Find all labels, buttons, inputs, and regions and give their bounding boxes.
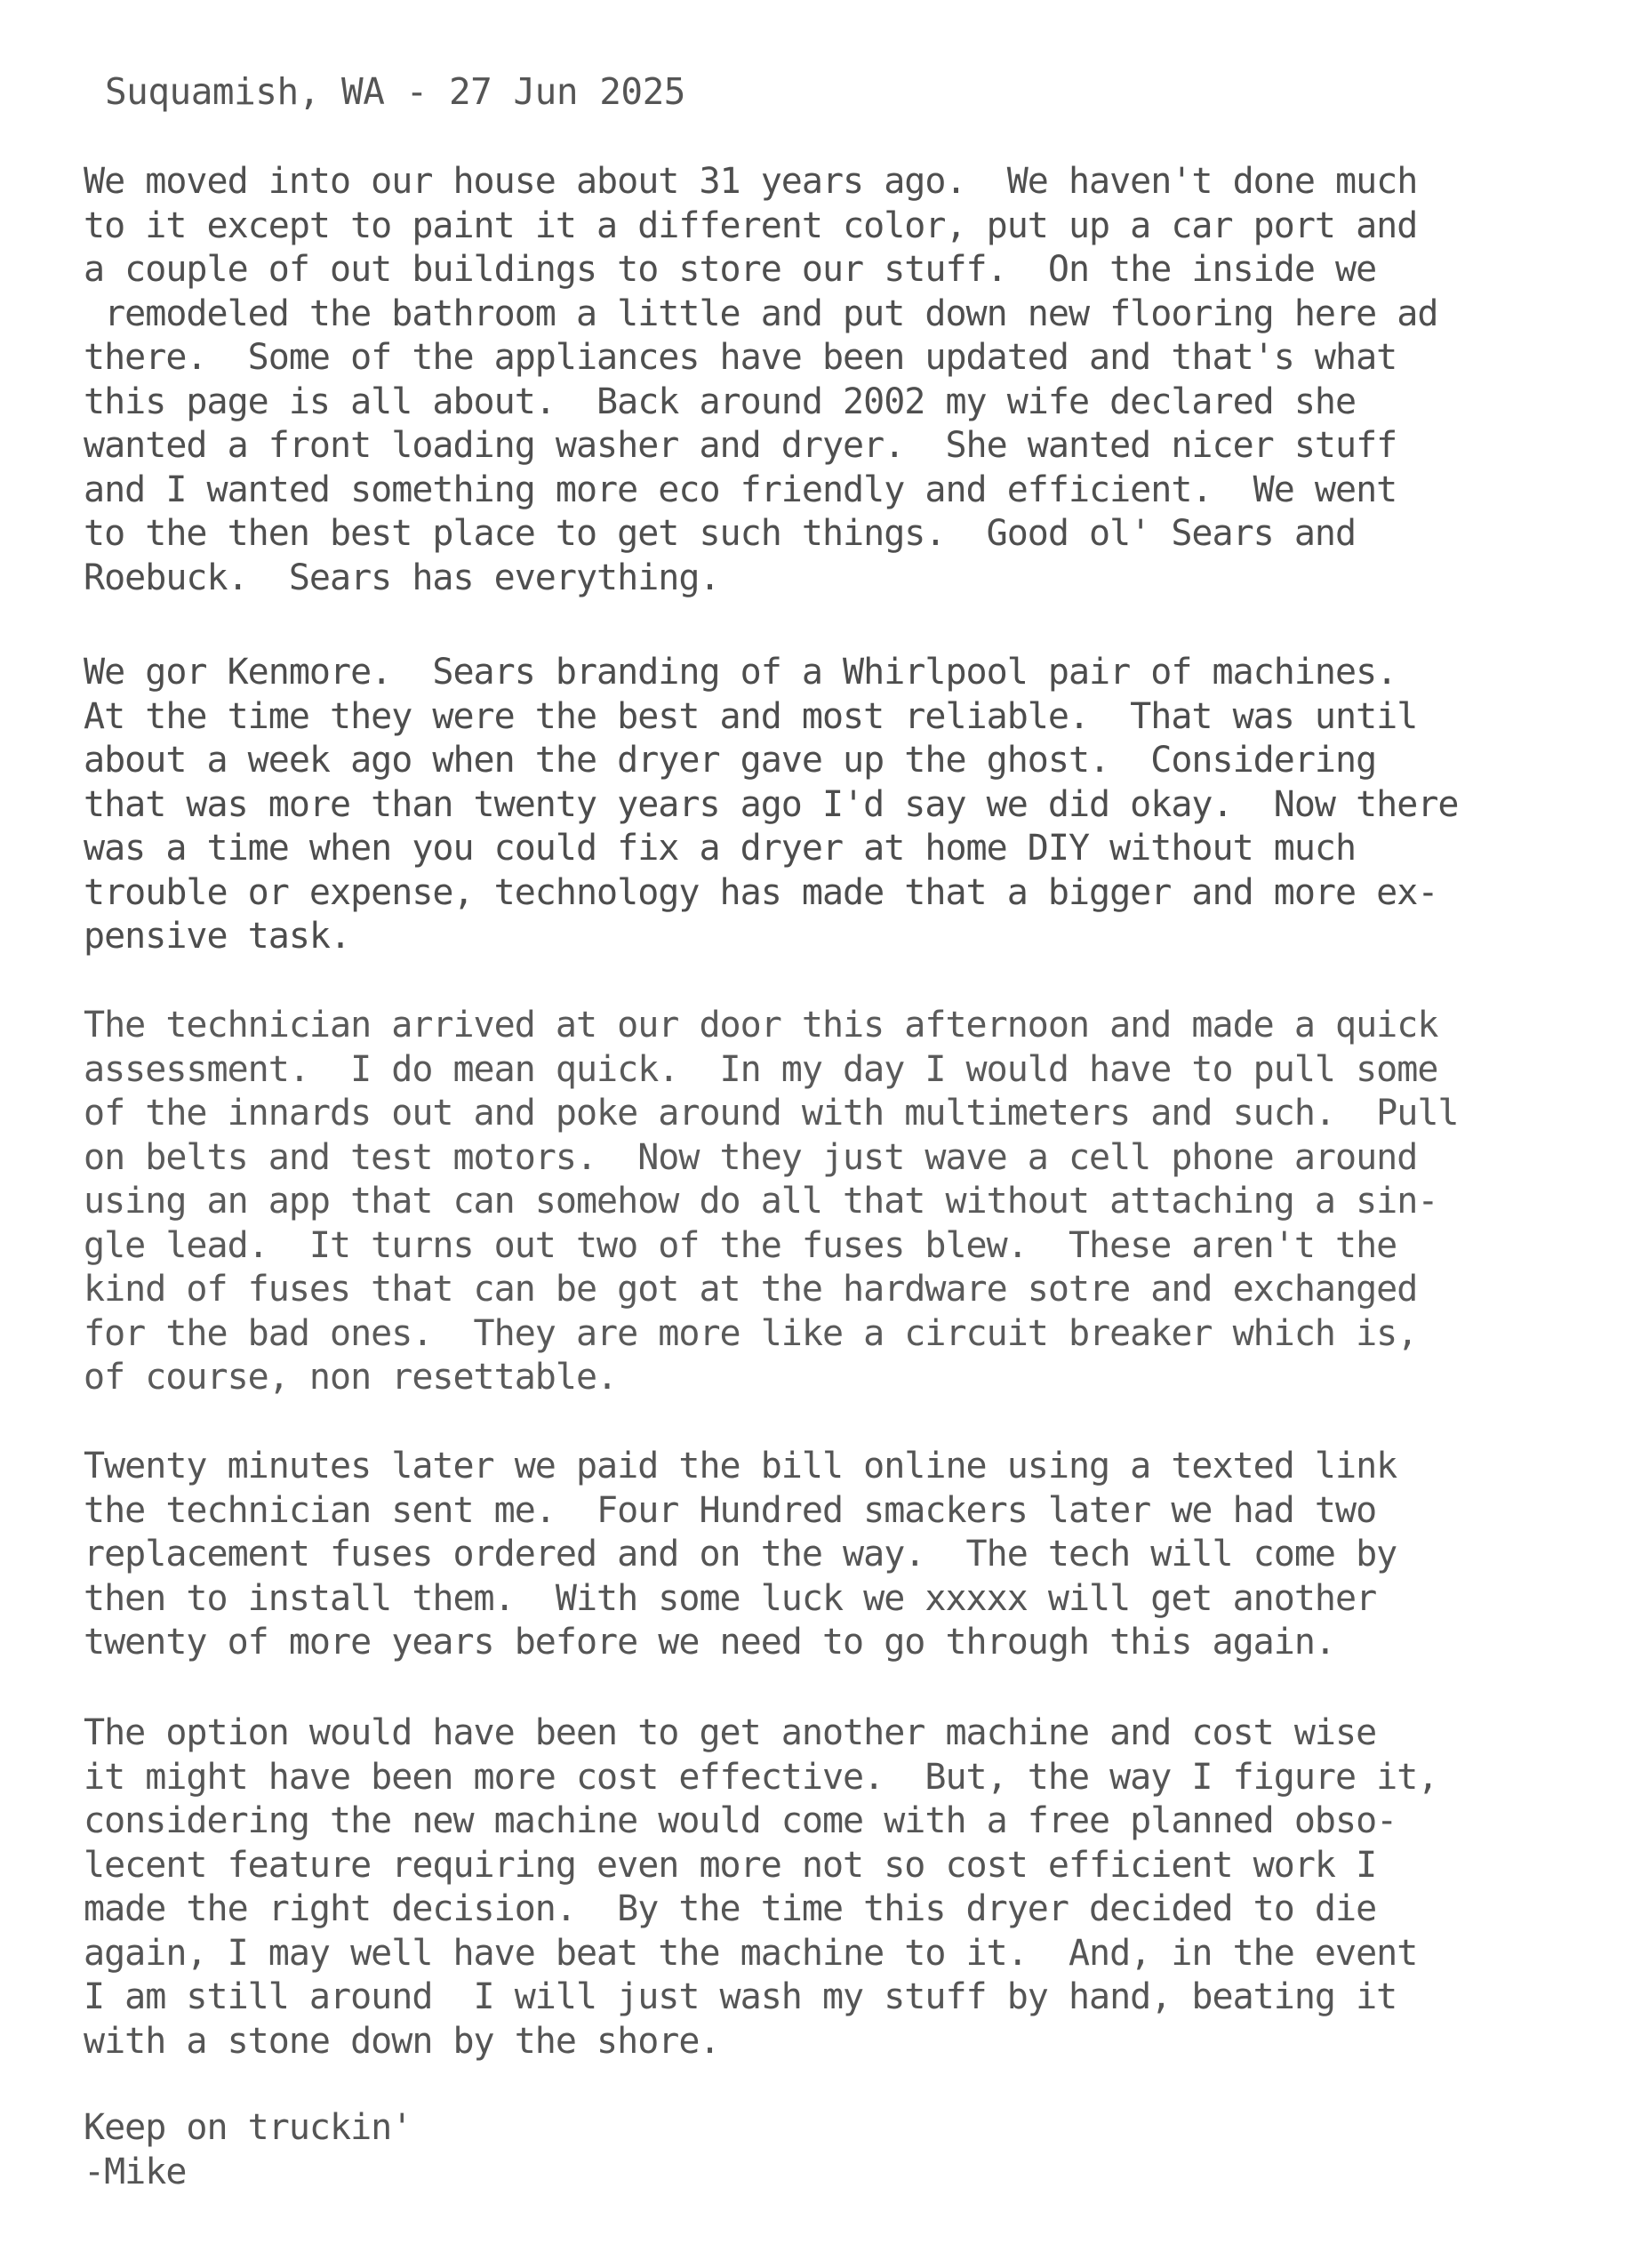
paragraph-3 <box>84 1004 1459 1400</box>
text-line: gle lead. It turns out two of the fuses blew. These aren't the <box>84 1224 1397 1266</box>
text-line: was a time when you could fix a dryer at home DIY without much <box>84 828 1357 869</box>
text-line: for the bad ones. They are more like a circuit breaker which is, <box>84 1312 1418 1354</box>
signoff <box>84 2106 412 2194</box>
paragraph-2 <box>84 651 1459 959</box>
text-line: the technician sent me. Four Hundred smackers later we had two <box>84 1489 1377 1531</box>
text-line: on belts and test motors. Now they just wave a cell phone around <box>84 1136 1418 1178</box>
text-line: Twenty minutes later we paid the bill online using a texted link <box>84 1446 1397 1487</box>
text-line: about a week ago when the dryer gave up the ghost. Considering <box>84 740 1377 781</box>
text-line: The option would have been to get another machine and cost wise <box>84 1712 1377 1753</box>
text-line: We moved into our house about 31 years ago. We haven't done much <box>84 161 1418 202</box>
text-line: replacement fuses ordered and on the way. The tech will come by <box>84 1534 1397 1575</box>
text-line: there. Some of the appliances have been updated and that's what <box>84 337 1397 378</box>
text-line: then to install them. With some luck we xxxxx will get another <box>84 1577 1377 1619</box>
text-line: to it except to paint it a different color, put up a car port and <box>84 204 1418 246</box>
text-line: of course, non resettable. <box>84 1357 618 1398</box>
text-line: it might have been more cost effective. But, the way I figure it, <box>84 1756 1438 1798</box>
paragraph-1 <box>84 160 1437 600</box>
text-line: assessment. I do mean quick. In my day I would have to pull some <box>84 1048 1438 1090</box>
paragraph-4 <box>84 1445 1397 1665</box>
closing-line: Keep on truckin' <box>84 2107 412 2148</box>
text-line: Roebuck. Sears has everything. <box>84 557 720 598</box>
text-line: trouble or expense, technology has made that a bigger and more ex- <box>84 871 1438 913</box>
text-line: kind of fuses that can be got at the hardware sotre and exchanged <box>84 1269 1418 1310</box>
dateline: Suquamish, WA - 27 Jun 2025 <box>105 70 685 113</box>
text-line: a couple of out buildings to store our stuff. On the inside we <box>84 249 1377 290</box>
text-line: wanted a front loading washer and dryer. She wanted nicer stuff <box>84 425 1397 466</box>
text-line: with a stone down by the shore. <box>84 2020 720 2062</box>
text-line: We gor Kenmore. Sears branding of a Whirlpool pair of machines. <box>84 652 1397 693</box>
text-line: pensive task. <box>84 916 351 957</box>
signature: -Mike <box>84 2151 187 2192</box>
text-line: that was more than twenty years ago I'd say we did okay. Now there <box>84 783 1459 825</box>
paragraph-5 <box>84 1711 1437 2064</box>
text-line: and I wanted something more eco friendly and efficient. We went <box>84 469 1397 510</box>
text-line: again, I may well have beat the machine to it. And, in the event <box>84 1932 1418 1974</box>
text-line: considering the new machine would come with a free planned obso- <box>84 1800 1397 1841</box>
text-line: using an app that can somehow do all that without attaching a sin- <box>84 1181 1438 1222</box>
text-line: of the innards out and poke around with multimeters and such. Pull <box>84 1093 1459 1134</box>
text-line: made the right decision. By the time this dryer decided to die <box>84 1888 1377 1929</box>
text-line: At the time they were the best and most reliable. That was until <box>84 695 1418 737</box>
text-line: lecent feature requiring even more not so cost efficient work I <box>84 1844 1377 1886</box>
text-line: remodeled the bathroom a little and put down new flooring here ad <box>84 293 1438 334</box>
text-line: The technician arrived at our door this afternoon and made a quick <box>84 1005 1438 1046</box>
text-line: twenty of more years before we need to go through this again. <box>84 1622 1336 1663</box>
text-line: to the then best place to get such things. Good ol' Sears and <box>84 513 1357 554</box>
text-line: I am still around I will just wash my stuff by hand, beating it <box>84 1976 1397 2017</box>
text-line: this page is all about. Back around 2002 my wife declared she <box>84 381 1357 422</box>
